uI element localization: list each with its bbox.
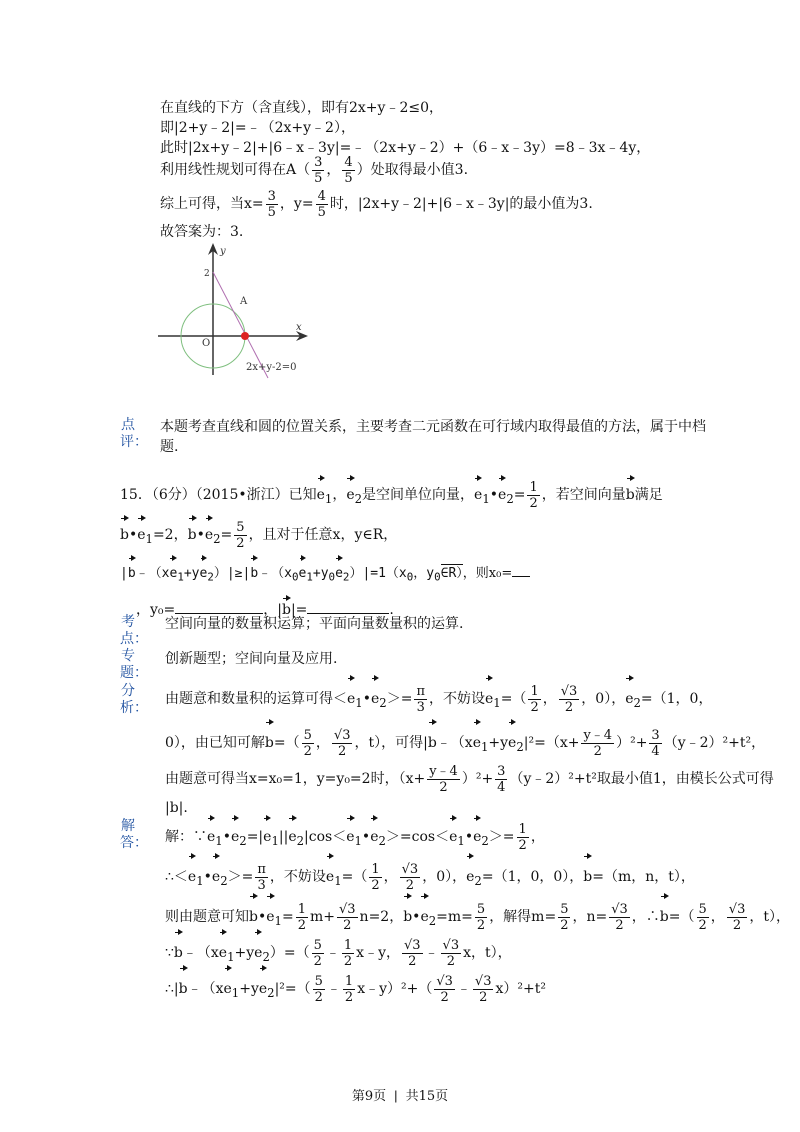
x-axis-label: x (296, 322, 302, 333)
zhuanti-text: 创新题型；空间向量及应用. (165, 651, 338, 667)
answer-blank[interactable] (175, 599, 263, 614)
fenxi-line-3: 由题意可得当x=x₀=1，y=y₀=2时，（x+ $\frac{y﹣4}{2}$ ）²+ $\frac{3}{4}$ （y﹣2）²+t²取最小值1，由模长公式可得 (165, 763, 774, 795)
prev-line-2: 即|2+y﹣2|=﹣（2x+y﹣2）， (160, 120, 355, 136)
footer-separator: | (394, 1088, 398, 1103)
fenxi-line-1: 由题意和数量积的运算可得$<e_1•e_2>=$ $\frac{\pi}{3}$ ，不妨设$e_1=$（ $\frac{1}{2}$ ， $\frac{√3}{2}$ ，0），$e_2=(1$，0， (165, 676, 712, 722)
kaodian-text: 空间向量的数量积运算；平面向量数量积的运算. (165, 616, 464, 632)
jieda-line-2: $\therefore<e_1•e_2>=$ $\frac{\pi}{3}$ ，不妨设$e_1=$（ $\frac{1}{2}$ ， $\frac{√3}{2}$ ，0），$e_2=(1$，0，0），b=（m，n，t）， (165, 854, 695, 900)
point-label: A (240, 296, 248, 307)
jieda-line-5: $\therefore|b﹣(xe_1+ye_2|^2=$（ $\frac{5}{2}$ ﹣ $\frac{1}{2}$ x﹣y）²+（ $\frac{√3}{2}$ ﹣ $\frac{√3}{2}$ x）²+t² (165, 966, 546, 1012)
fraction: $\frac{3}{5}$ (314, 154, 323, 186)
origin-label: O (202, 338, 211, 349)
q15-header: 15．（6分）（2015•浙江）已知$e_1$，$e_2$是空间单位向量，$e_1•e_2=$ $\frac{1}{2}$ ，若空间向量b满足 (120, 476, 663, 514)
point-marker (241, 332, 249, 340)
answer-blank[interactable] (307, 599, 389, 614)
prev-line-4: 利用线性规划可得在A（ $\frac{3}{5}$ ， $\frac{4}{5}$ ）处取得最小值3. (160, 154, 469, 186)
q15-blanks: ，y₀= ，|b|= . (136, 596, 394, 620)
prev-line-3: 此时|2x+y﹣2|+|6﹣x﹣3y|=﹣（2x+y﹣2）+（6﹣x﹣3y）=8﹣3x﹣4y， (160, 140, 651, 156)
jieda-line-3: 则由题意可知$b•e_1=$ $\frac{1}{2}$ m+ $\frac{√3}{2}$ n=2，$b•e_2=m=$ $\frac{5}{2}$ ，解得m= $\frac{5}{2}$ ，n= $\frac{√3}{2}$ ，∴b=（ $\frac{5}{2}$ ， $\frac{√3}{2}$ ，t）， (165, 894, 790, 940)
jieda-line-1: 解：$\because e_1•e_2=|e_1||e_2|\cos<e_1•e_2>=\cos<e_1•e_2>=$ $\frac{1}{2}$ ， (165, 816, 545, 858)
comment-text-2: 题. (160, 439, 179, 455)
fenxi-line-2: 0），由已知可解b=（ $\frac{5}{2}$ ， $\frac{√3}{2}$ ，t），可得$|b﹣(xe_1+ye_2|^2=(x+$ $\frac{y﹣4}{2}$ ）²+ $\frac{3}{4}$ （y﹣2）²+t²， (165, 720, 765, 766)
y-axis-label: y (220, 246, 226, 257)
page-number: 第9页 (351, 1089, 387, 1104)
fenxi-line-4: |b|. (165, 800, 188, 816)
page-footer (0, 1085, 800, 1104)
comment-label: 点评： (120, 417, 148, 450)
prev-line-1: 在直线的下方（含直线），即有2x+y﹣2≤0， (160, 100, 443, 116)
fraction: $\frac{3}{5}$ (267, 188, 276, 220)
prev-line-6: 故答案为：3. (160, 224, 244, 240)
tick-label: 2 (204, 269, 210, 279)
zhuanti-label: 专题： (120, 648, 148, 681)
jieda-line-4: $\because b﹣(xe_1+ye_2)=$（ $\frac{5}{2}$ ﹣ $\frac{1}{2}$ x﹣y， $\frac{√3}{2}$ ﹣ $\frac{√3}{2}$ x，t）， (165, 930, 512, 976)
q15-condition: $b•e_1=2$，$b•e_2=$ $\frac{5}{2}$ ，且对于任意x，y∈R， (120, 516, 397, 554)
comment-text-1: 本题考查直线和圆的位置关系，主要考查二元函数在可行域内取得最值的方法，属于中档 (160, 419, 706, 435)
fraction: $\frac{4}{5}$ (344, 154, 353, 186)
line-label: 2x+y-2=0 (246, 362, 297, 373)
q15-inequality: $|b﹣(xe_1+ye_2)|\ge|b﹣(x_0e_1+y_0e_2)|=1(x_0$，$y_0\in R$），则x₀= (120, 556, 530, 592)
page-total: 共15页 (405, 1089, 449, 1104)
prev-line-5: 综上可得，当x= $\frac{3}{5}$ ，y= $\frac{4}{5}$ 时，|2x+y﹣2|+|6﹣x﹣3y|的最小值为3. (160, 188, 593, 220)
fenxi-label: 分析： (120, 683, 148, 716)
geometry-figure (150, 240, 320, 380)
jieda-label: 解答： (120, 818, 148, 851)
fraction: $\frac{4}{5}$ (317, 188, 326, 220)
kaodian-label: 考点： (120, 614, 148, 647)
